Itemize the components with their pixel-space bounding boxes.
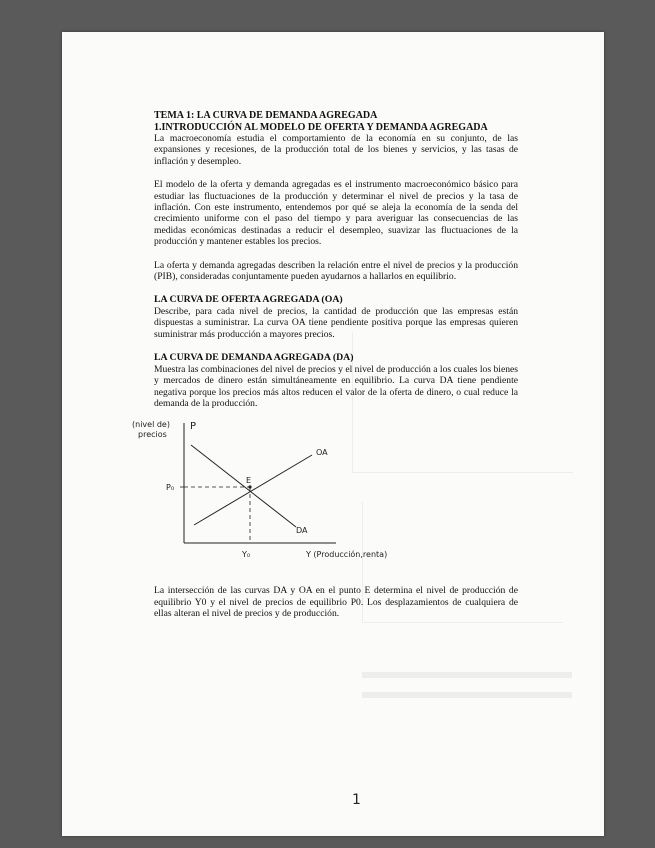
da-paragraph: Muestra las combinaciones del nivel de precios y el nivel de producción a los cuales los bienes y mercados de dinero están simultáneamente en equilibrio. La curva DA tiene pendiente negativa porque los precios más altos reducen el valor de la oferta de dinero, o cual reduce la demanda de la producción. <box>154 363 518 409</box>
document-subtitle: 1.INTRODUCCIÓN AL MODELO DE OFERTA Y DEMANDA AGREGADA <box>154 121 488 133</box>
supply-demand-graph <box>132 415 518 575</box>
x-axis-label: Y (Producción,renta) <box>306 550 388 560</box>
oa-paragraph: Describe, para cada nivel de precios, la cantidad de producción que las empresas están dispuestas a suministrar. La curva OA tiene pendiente positiva porque las empresas quieren suministrar más producción a mayores precios. <box>154 305 518 340</box>
page-number: 1 <box>352 792 361 808</box>
y-axis-note-line1: (nivel de) <box>132 420 170 430</box>
document-body <box>132 110 518 620</box>
da-curve <box>191 445 296 527</box>
intro-paragraph-1: La macroeconomía estudia el comportamiento de la economía en su conjunto, de las expansiones y recesiones, de la producción total de los bienes y servicios, y las tasas de inflación y desempleo. <box>154 133 518 167</box>
y-axis-note-line2: precios <box>138 430 167 440</box>
da-label: DA <box>296 526 308 536</box>
document-page <box>62 32 604 836</box>
oa-label: OA <box>316 448 328 458</box>
y0-label: Y₀ <box>242 550 251 560</box>
graph-svg <box>126 415 426 575</box>
da-heading: LA CURVA DE DEMANDA AGREGADA (DA) <box>154 352 354 364</box>
document-title: TEMA 1: LA CURVA DE DEMANDA AGREGADA <box>154 110 378 121</box>
intro-paragraph-3: La oferta y demanda agregadas describen la relación entre el nivel de precios y la producción (PIB), consideradas conjuntamente pueden ayudarnos a hallarlos en equilibrio. <box>154 259 518 283</box>
y-axis-symbol: P <box>190 421 197 433</box>
intro-paragraph-2: El modelo de la oferta y demanda agregadas es el instrumento macroeconómico básico para estudiar las fluctuaciones de la producción y determinar el nivel de precios y la tasa de inflación. Con este instrumento, entendemos por qué se aleja la economía de la senda del crecimiento uniforme con el paso del tiempo y para averiguar las consecuencias de las medidas económicas destinadas a reducir el desempleo, suavizar las fluctuaciones de la producción y mantener estables los precios. <box>154 179 518 248</box>
p0-label: P₀ <box>166 483 175 493</box>
oa-curve <box>194 455 312 525</box>
conclusion-paragraph: La intersección de las curvas DA y OA en el punto E determina el nivel de producción de equilibrio Y0 y el nivel de precios de equilibrio P0. Los desplazamientos de cualquiera de ellas alteran el nivel de precios y de producción. <box>154 585 518 620</box>
oa-heading: LA CURVA DE OFERTA AGREGADA (OA) <box>154 294 343 306</box>
equilibrium-label: E <box>246 476 252 486</box>
equilibrium-point <box>248 486 251 489</box>
